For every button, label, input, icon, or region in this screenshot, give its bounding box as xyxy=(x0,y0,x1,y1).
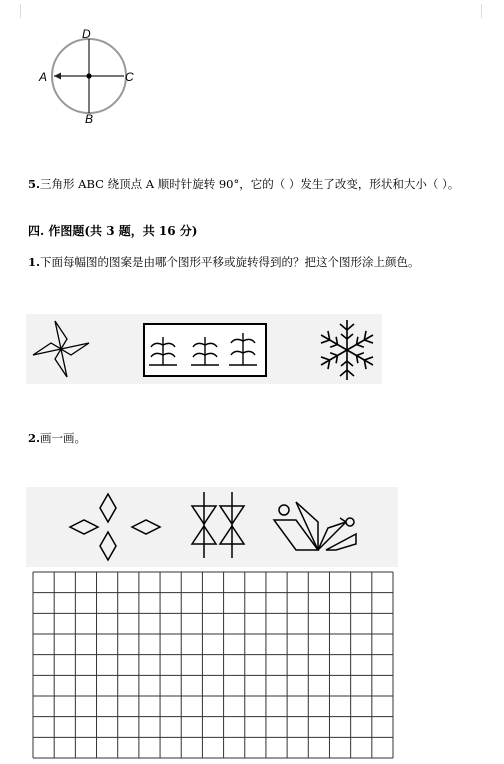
question-1 xyxy=(28,254,420,270)
tangram-pattern xyxy=(270,492,365,560)
question-5-number: 5. xyxy=(28,177,41,191)
label-b: B xyxy=(85,112,94,124)
drawing-grid[interactable] xyxy=(32,571,394,759)
question-5-text: 三角形 ABC 绕顶点 A 顺时针旋转 90°，它的（ ）发生了改变，形状和大小（ ）。 xyxy=(40,177,460,191)
question-2 xyxy=(28,430,86,446)
triangle-pattern xyxy=(188,490,248,562)
circle-diagram xyxy=(34,24,144,124)
diamond-pattern xyxy=(66,490,166,565)
question-2-text: 画一画。 xyxy=(40,431,87,445)
snowflake-pattern xyxy=(312,316,382,384)
label-d: D xyxy=(82,27,91,41)
question-1-number: 1. xyxy=(28,255,41,269)
section-heading: 四. 作图题(共 3 题，共 16 分) xyxy=(28,224,198,238)
label-c: C xyxy=(125,70,134,84)
corner-mark-left xyxy=(20,4,34,18)
question-2-number: 2. xyxy=(28,431,41,445)
pinwheel-pattern xyxy=(26,316,96,382)
question-1-text: 下面每幅图的图案是由哪个图形平移或旋转得到的？把这个图形涂上颜色。 xyxy=(40,255,420,269)
plant-pattern xyxy=(143,323,267,377)
corner-mark-right xyxy=(468,4,482,18)
label-a: A xyxy=(39,70,48,84)
question-5 xyxy=(28,174,473,194)
